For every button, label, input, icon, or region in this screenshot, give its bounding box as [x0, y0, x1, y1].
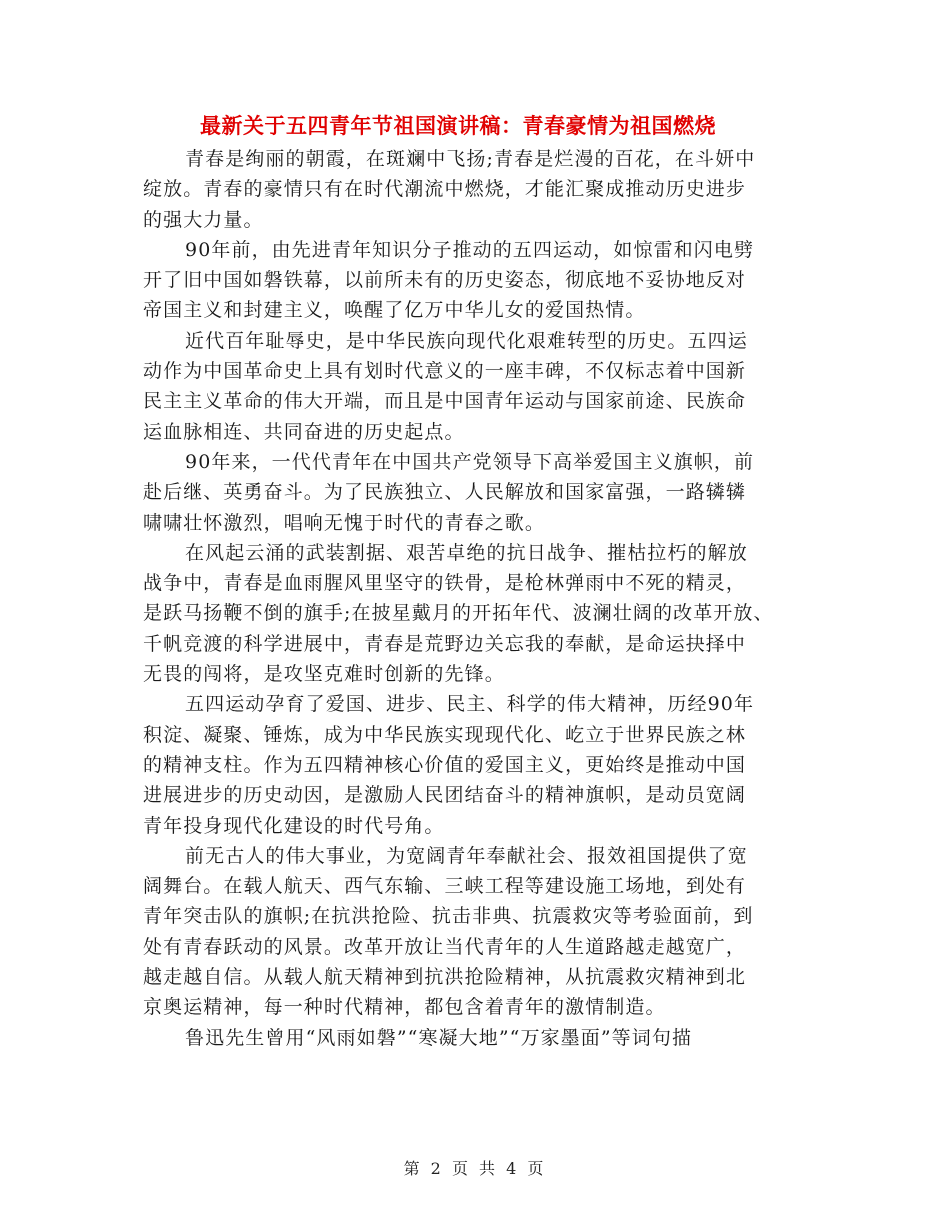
- paragraph-6: [143, 689, 823, 840]
- text-line: 阔舞台。在载人航天、西气东输、三峡工程等建设施工场地，到处有: [143, 875, 747, 898]
- text-line: 青春是绚丽的朝霞，在斑斓中飞扬;青春是烂漫的百花，在斗妍中: [185, 148, 756, 170]
- text-line: 京奥运精神，每一种时代精神，都包含着青年的激情制造。: [143, 996, 666, 1019]
- paragraph-8: [143, 1023, 823, 1053]
- text-line: 鲁迅先生曾用“风雨如磐”“寒凝大地”“万家墨面”等词句描: [185, 1026, 693, 1049]
- text-line: 民主主义革命的伟大开端，而且是中国青年运动与国家前途、民族命: [143, 390, 747, 413]
- text-line: 积淀、凝聚、锤炼，成为中华民族实现现代化、屹立于世界民族之林: [143, 723, 747, 746]
- text-line: 90年前，由先进青年知识分子推动的五四运动，如惊雷和闪电劈: [185, 238, 755, 261]
- text-line: 无畏的闯将，是攻坚克难时创新的先锋。: [143, 663, 505, 686]
- text-line: 是跃马扬鞭不倒的旗手;在披星戴月的开拓年代、波澜壮阔的改革开放、: [143, 602, 774, 625]
- text-line: 90年来，一代代青年在中国共产党领导下高举爱国主义旗帜，前: [185, 450, 755, 473]
- paragraph-7: [143, 841, 823, 1023]
- paragraph-4: [143, 447, 823, 538]
- text-line: 青年突击队的旗帜;在抗洪抢险、抗击非典、抗震救灾等考验面前，到: [143, 905, 754, 928]
- page-number-footer: 第 2 页 共 4 页: [403, 1159, 547, 1178]
- paragraph-1: [143, 144, 823, 235]
- text-line: 的精神支柱。作为五四精神核心价值的爱国主义，更始终是推动中国: [143, 753, 747, 776]
- text-line: 处有青春跃动的风景。改革开放让当代青年的人生道路越走越宽广，: [143, 935, 747, 958]
- document-body: [143, 144, 823, 1053]
- paragraph-5: [143, 538, 823, 689]
- text-line: 啸啸壮怀激烈，唱响无愧于时代的青春之歌。: [143, 511, 546, 534]
- text-line: 千帆竞渡的科学进展中，青春是荒野边关忘我的奉献，是命运抉择中: [143, 632, 747, 655]
- text-line: 的强大力量。: [143, 208, 264, 231]
- text-line: 绽放。青春的豪情只有在时代潮流中燃烧，才能汇聚成推动历史进步: [143, 178, 747, 201]
- paragraph-3: [143, 326, 823, 447]
- text-line: 开了旧中国如磐铁幕，以前所未有的历史姿态，彻底地不妥协地反对: [143, 269, 747, 292]
- text-line: 帝国主义和封建主义，唤醒了亿万中华儿女的爱国热情。: [143, 299, 646, 322]
- text-line: 越走越自信。从载人航天精神到抗洪抢险精神，从抗震救灾精神到北: [143, 966, 747, 989]
- text-line: 前无古人的伟大事业，为宽阔青年奉献社会、报效祖国提供了宽: [185, 844, 748, 867]
- document-title: 最新关于五四青年节祖国演讲稿：青春豪情为祖国燃烧: [200, 113, 716, 138]
- text-line: 战争中，青春是血雨腥风里坚守的铁骨，是枪林弹雨中不死的精灵，: [143, 572, 747, 595]
- text-line: 近代百年耻辱史，是中华民族向现代化艰难转型的历史。五四运: [185, 329, 748, 352]
- text-line: 青年投身现代化建设的时代号角。: [143, 814, 445, 837]
- text-line: 进展进步的历史动因，是激励人民团结奋斗的精神旗帜，是动员宽阔: [143, 784, 747, 807]
- paragraph-2: [143, 235, 823, 326]
- text-line: 在风起云涌的武装割据、艰苦卓绝的抗日战争、摧枯拉朽的解放: [185, 541, 748, 564]
- text-line: 动作为中国革命史上具有划时代意义的一座丰碑，不仅标志着中国新: [143, 360, 747, 383]
- text-line: 五四运动孕育了爱国、进步、民主、科学的伟大精神，历经90年: [185, 693, 755, 716]
- text-line: 赴后继、英勇奋斗。为了民族独立、人民解放和国家富强，一路辚辚: [143, 481, 747, 504]
- text-line: 运血脉相连、共同奋进的历史起点。: [143, 420, 465, 443]
